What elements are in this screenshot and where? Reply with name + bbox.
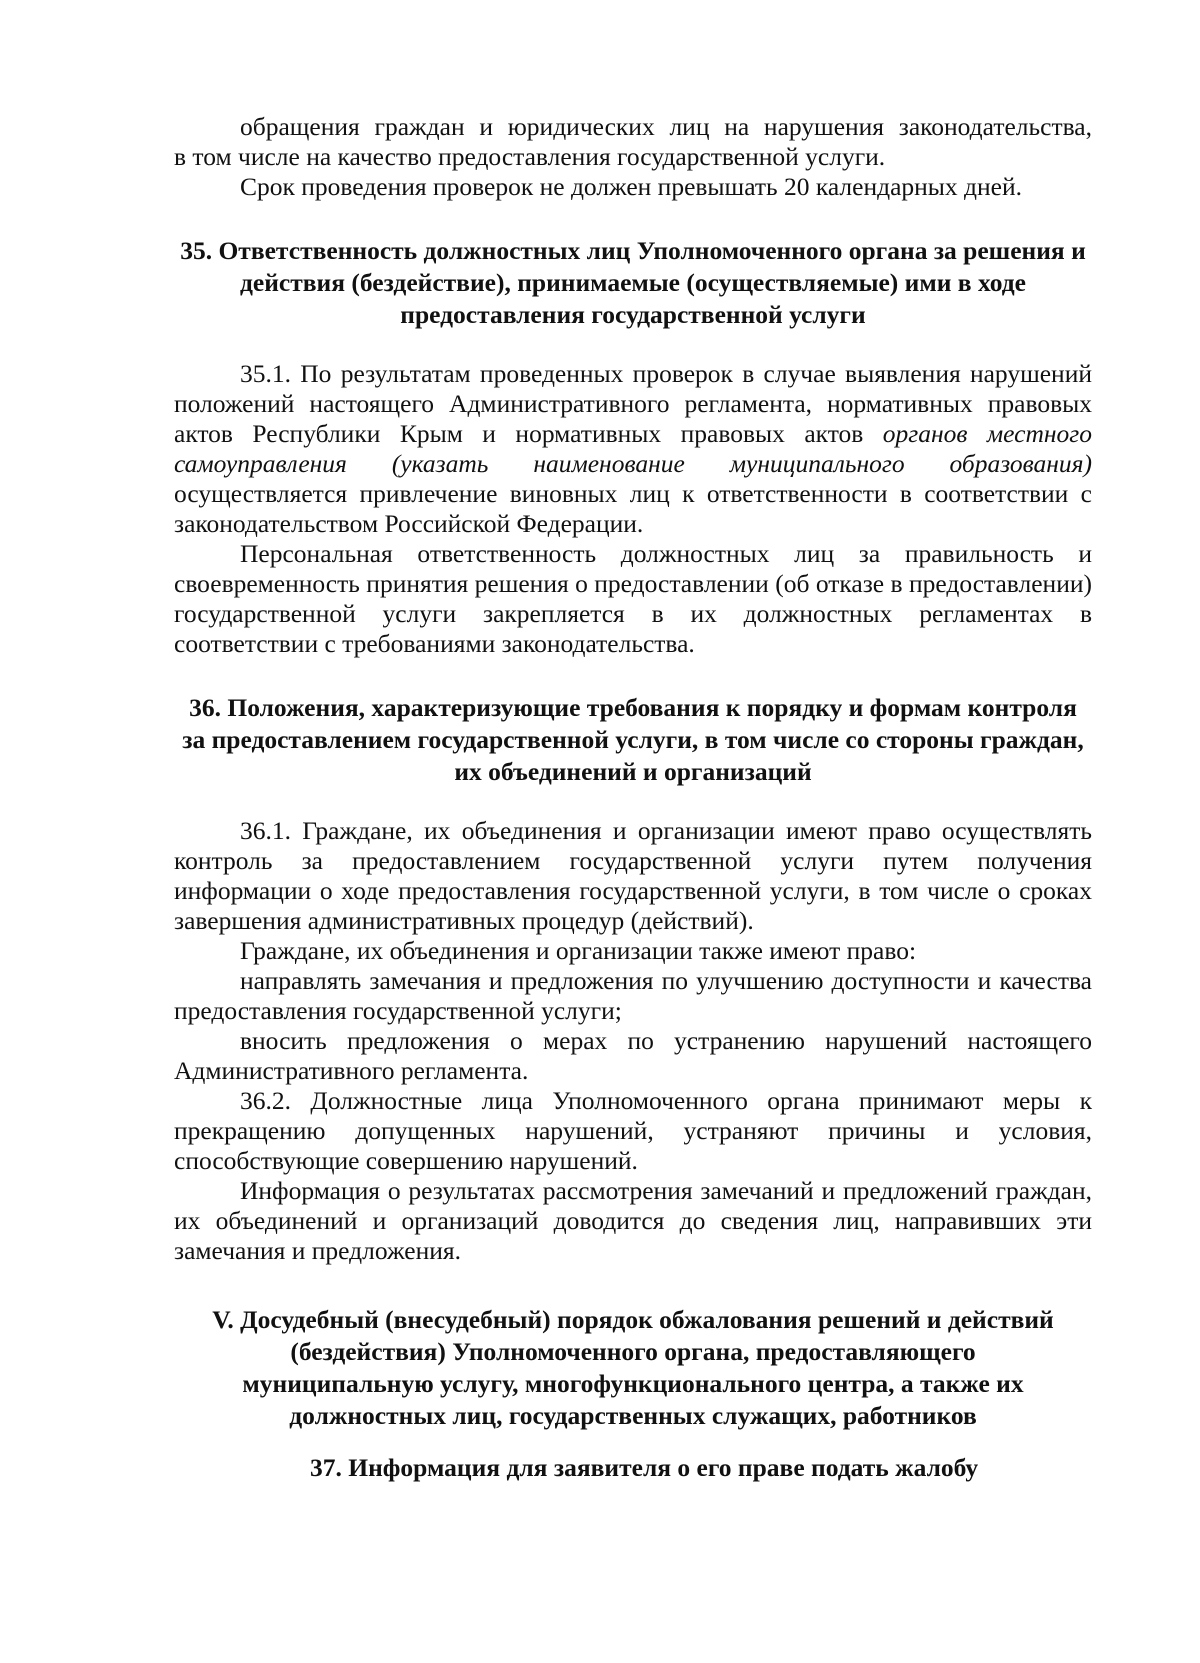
document-page <box>174 112 1092 1512</box>
part-5-heading: V. Досудебный (внесудебный) порядок обжалования решений и действий (бездействия) Уполномоченного органа, предоставляющего муниципальную услугу, многофункционального центра, а также их должностных лиц, государственных служащих, работников <box>212 1305 1054 1430</box>
personal-responsibility-paragraph: Персональная ответственность должностных лиц за правильность и своевременность принятия решения о предоставлении (об отказе в предоставлении) государственной услуги закрепляется в их должностных регламентах в соответствии с требованиями законодательства. <box>174 539 1092 658</box>
section-35-heading: 35. Ответственность должностных лиц Уполномоченного органа за решения и действия (бездействие), принимаемые (осуществляемые) ими в ходе предоставления государственной услуги <box>180 236 1086 329</box>
section-35-1-paragraph <box>174 359 1092 539</box>
citizens-rights-paragraph: Граждане, их объединения и организации также имеют право: <box>240 936 917 965</box>
section-36-heading: 36. Положения, характеризующие требования к порядку и формам контроля за предоставлением государственной услуги, в том числе со стороны граждан, их объединений и организаций <box>182 693 1084 786</box>
section-36-1-paragraph: 36.1. Граждане, их объединения и организации имеют право осуществлять контроль за предоставлением государственной услуги путем получения информации о ходе предоставления государственной услуги, в том числе о сроках завершения административных процедур (действий). <box>174 816 1092 935</box>
section-35-1-text-start: 35.1. По результатам проведенных проверок в случае выявления нарушений положений настоящего Административного регламента, нормативных правовых актов Республики Крым и нормативных правовых актов <box>174 359 1092 448</box>
intro-line-1: обращения граждан и юридических лиц на нарушения законодательства, <box>240 112 1092 141</box>
results-information-paragraph: Информация о результатах рассмотрения замечаний и предложений граждан, их объединений и организаций доводится до сведения лиц, направивших эти замечания и предложения. <box>174 1176 1092 1265</box>
intro-line-2: в том числе на качество предоставления государственной услуги. <box>174 142 886 171</box>
section-36-2-paragraph: 36.2. Должностные лица Уполномоченного органа принимают меры к прекращению допущенных нарушений, устраняют причины и условия, способствующие совершению нарушений. <box>174 1086 1092 1175</box>
section-35-1-italic-placeholder: органов местного самоуправления (указать наименование муниципального образования) <box>174 419 1092 478</box>
section-37-heading: 37. Информация для заявителя о его праве подать жалобу <box>310 1453 979 1482</box>
section-35-1-text-end: осуществляется привлечение виновных лиц к ответственности в соответствии с законодательством Российской Федерации. <box>174 479 1092 538</box>
inspection-term-paragraph: Срок проведения проверок не должен превышать 20 календарных дней. <box>240 172 1023 201</box>
send-remarks-paragraph: направлять замечания и предложения по улучшению доступности и качества предоставления государственной услуги; <box>174 966 1092 1025</box>
submit-proposals-paragraph: вносить предложения о мерах по устранению нарушений настоящего Административного регламента. <box>174 1026 1092 1085</box>
